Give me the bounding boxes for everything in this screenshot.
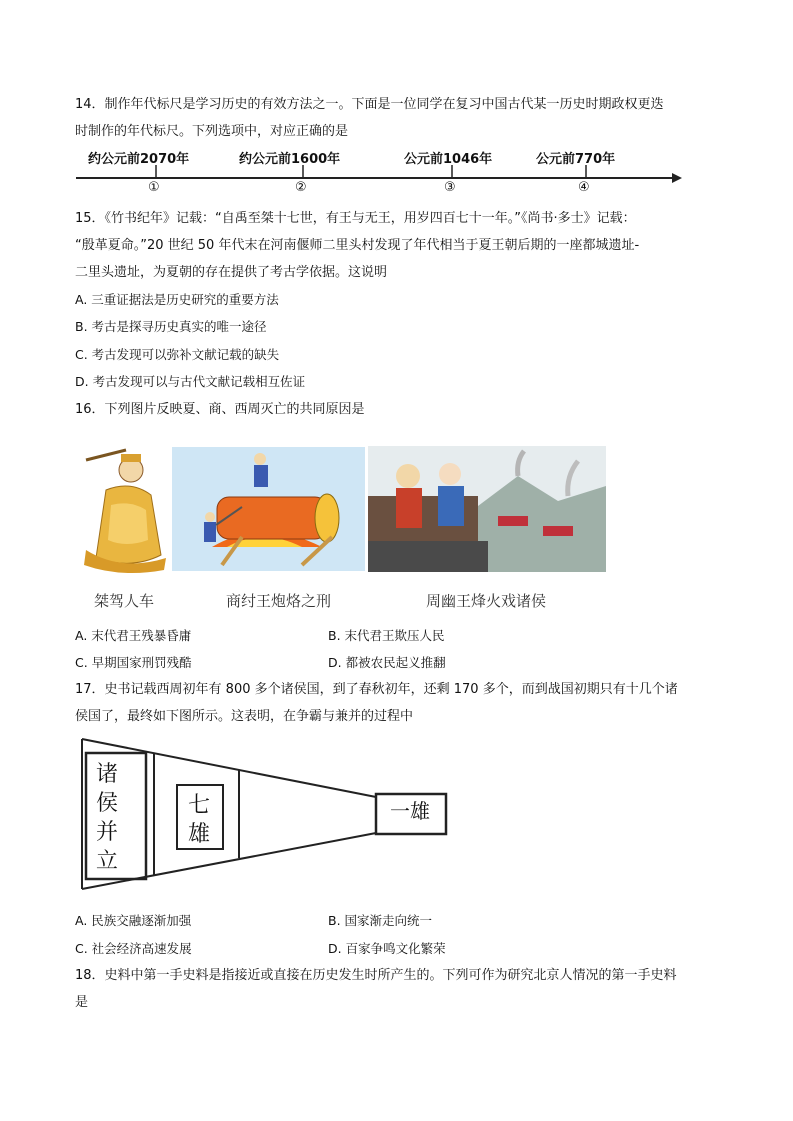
caption-picture-1: 桀驾人车 (94, 592, 155, 610)
timeline-marker-4: ④ (578, 180, 590, 195)
q16-option-b: B. 末代君王欺压人民 (328, 628, 445, 643)
q14-text-line1: 14．制作年代标尺是学习历史的有效方法之一。下面是一位同学在复习中国古代某一历史时期政权更迭 (75, 97, 664, 112)
picture-jie-man-cart (76, 440, 169, 575)
q17-option-a: A. 民族交融逐渐加强 (75, 913, 192, 928)
caption-picture-3: 周幽王烽火戏诸侯 (426, 592, 547, 610)
q16-text-line1: 16．下列图片反映夏、商、西周灭亡的共同原因是 (75, 402, 365, 417)
q17-option-c: C. 社会经济高速发展 (75, 941, 192, 956)
q17-text-line1: 17．史书记载西周初年有 800 多个诸侯国，到了春秋初年，还剩 170 多个，而到战国初期只有十几个诸 (75, 682, 678, 697)
timeline-label-1: 约公元前2070年 (88, 152, 190, 167)
timeline-marker-1: ① (148, 180, 160, 195)
caption-picture-2: 商纣王炮烙之刑 (226, 592, 332, 610)
diagram-left-text: 诸 侯 并 立 (95, 762, 118, 874)
timeline-label-3: 公元前1046年 (404, 152, 493, 167)
timeline-axis (0, 0, 793, 210)
timeline-label-4: 公元前770年 (536, 152, 616, 167)
q17-option-b: B. 国家渐走向统一 (328, 913, 433, 928)
q15-text-line3: 二里头遗址，为夏朝的存在提供了考古学依据。这说明 (75, 265, 388, 280)
q17-option-d: D. 百家争鸣文化繁荣 (328, 941, 446, 956)
q16-option-a: A. 末代君王残暴昏庸 (75, 628, 192, 643)
diagram-right-text: 一雄 (390, 799, 430, 823)
timeline-label-2: 约公元前1600年 (239, 152, 341, 167)
timeline-marker-3: ③ (444, 180, 456, 195)
q15-option-b: B. 考古是探寻历史真实的唯一途径 (75, 319, 267, 334)
timeline-marker-2: ② (295, 180, 307, 195)
q16-option-c: C. 早期国家刑罚残酷 (75, 655, 192, 670)
q14-text-line2: 时制作的年代标尺。下列选项中，对应正确的是 (75, 124, 349, 139)
picture-beacon-fires (368, 446, 606, 572)
q17-text-line2: 侯国了，最终如下图所示。这表明，在争霸与兼并的过程中 (75, 709, 414, 724)
q18-text-line2: 是 (75, 995, 89, 1010)
q15-text-line1: 15．《竹书纪年》记载：“自禹至桀十七世，有王与无王，用岁四百七十一年。”《尚书·多士》记载： (75, 211, 636, 226)
q15-text-line2: “殷革夏命。”20 世纪 50 年代末在河南偃师二里头村发现了年代相当于夏王朝后期的一座都城遗址- (75, 238, 640, 253)
diagram-middle-text: 七 雄 (187, 793, 210, 847)
q16-option-d: D. 都被农民起义推翻 (328, 655, 446, 670)
q15-option-d: D. 考古发现可以与古代文献记载相互佐证 (75, 374, 306, 389)
picture-paolao (172, 447, 365, 571)
q15-option-a: A. 三重证据法是历史研究的重要方法 (75, 292, 279, 307)
q15-option-c: C. 考古发现可以弥补文献记载的缺失 (75, 347, 280, 362)
q18-text-line1: 18．史料中第一手史料是指接近或直接在历史发生时所产生的。下列可作为研究北京人情况的第一手史料 (75, 968, 677, 983)
